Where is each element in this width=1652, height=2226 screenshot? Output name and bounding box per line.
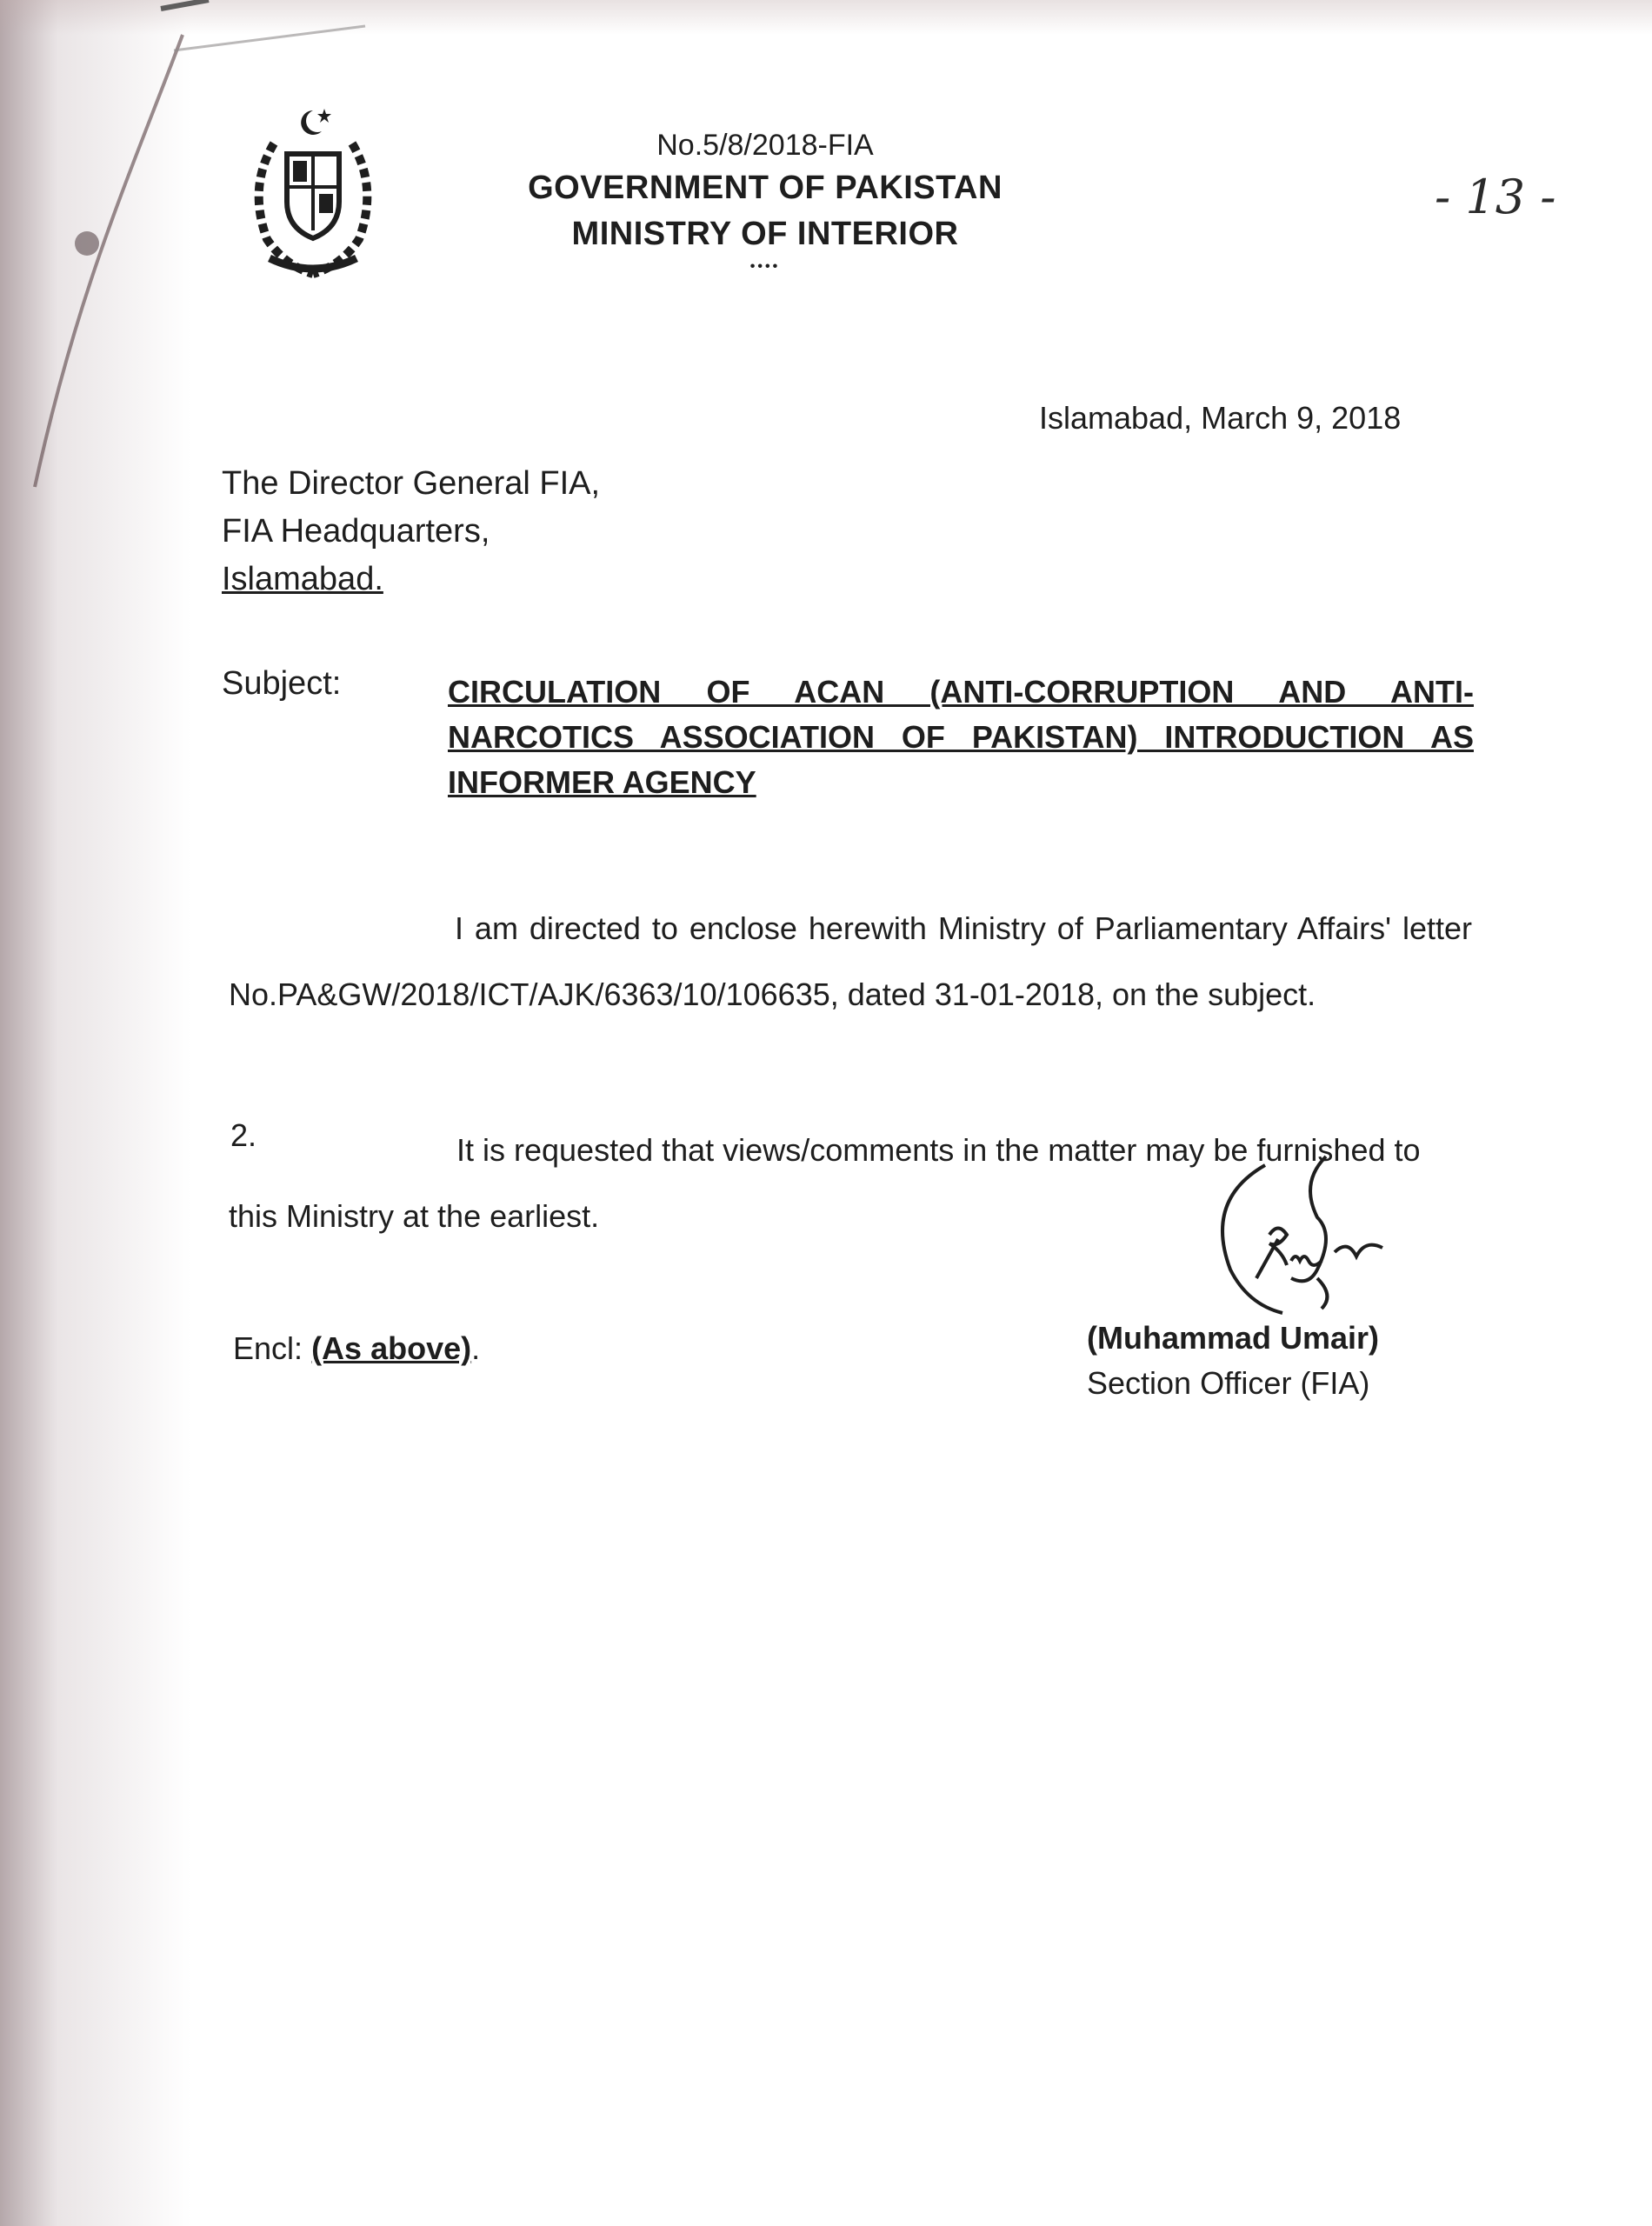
ministry-heading: MINISTRY OF INTERIOR [571,216,959,252]
subject-label: Subject: [222,665,342,702]
body-paragraph-1: I am directed to enclose herewith Ministry of Parliamentary Affairs' letter No.PA&GW/2018/ICT/AJK/6363/10/106635, dated 31-01-2018, on the subject. [229,910,1472,1012]
addressee-line-3: Islamabad. [222,561,383,597]
signatory-title: Section Officer (FIA) [1087,1365,1370,1401]
enclosure-label: Encl: [233,1330,303,1366]
enclosure-line [233,1330,480,1367]
place-date-line: Islamabad, March 9, 2018 [1039,400,1402,436]
file-number: No.5/8/2018-FIA [656,129,874,162]
enclosure-suffix: . [471,1330,481,1366]
government-heading: GOVERNMENT OF PAKISTAN [528,170,1003,206]
state-emblem-icon [239,100,387,283]
paragraph-2-number: 2. [230,1117,257,1153]
handwritten-signature [1196,1148,1413,1330]
handwritten-page-number: - 13 - [1435,170,1556,224]
addressee-line-1: The Director General FIA, [222,465,601,502]
body-paragraph-2: It is requested that views/comments in the matter may be furnished to this Ministry at the earliest. [229,1132,1421,1234]
enclosure-value: (As above) [311,1330,472,1366]
heading-separator: •••• [749,259,781,274]
subject-text: CIRCULATION OF ACAN (ANTI-CORRUPTION AND ANTI-NARCOTICS ASSOCIATION OF PAKISTAN) INTRODUCTION AS INFORMER AGENCY [448,674,1474,800]
addressee-line-2: FIA Headquarters, [222,513,490,550]
signatory-name: (Muhammad Umair) [1087,1320,1380,1356]
